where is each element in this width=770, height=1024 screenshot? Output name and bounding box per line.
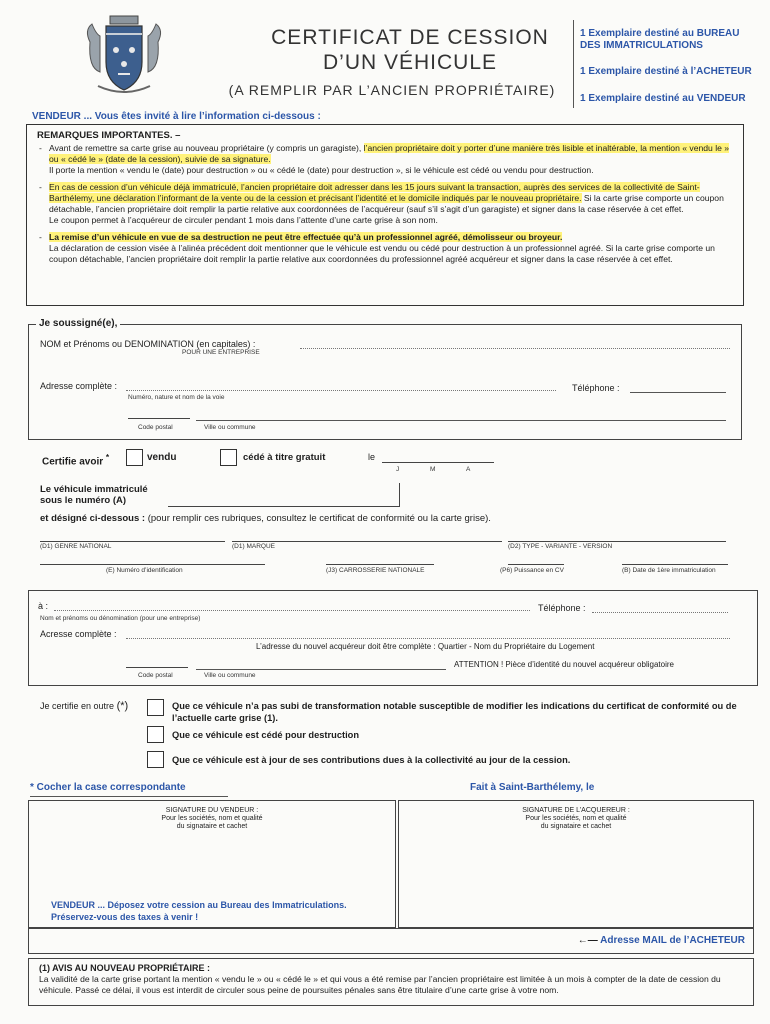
marque-hint: (D1) MARQUE <box>232 543 275 550</box>
sig-vendeur-hint-1: Pour les sociétés, nom et qualité <box>161 815 263 822</box>
genre-hint: (D1) GENRE NATIONAL <box>40 543 112 550</box>
signature-acquereur-box[interactable] <box>398 800 754 928</box>
date-j: J <box>396 466 400 473</box>
mail-acheteur-text: Adresse MAIL de l’ACHETEUR <box>600 935 745 946</box>
acquereur-code-postal-hint: Code postal <box>138 672 173 679</box>
remarks-title: REMARQUES IMPORTANTES. – <box>37 130 181 141</box>
remark-3 <box>37 232 733 265</box>
date-premiere-immat-hint: (B) Date de 1ère immatriculation <box>622 567 716 574</box>
sig-acq-title: SIGNATURE DE L’ACQUEREUR : <box>522 807 630 814</box>
destruction-checkbox[interactable] <box>147 726 164 743</box>
header-divider <box>573 20 574 108</box>
type-field[interactable] <box>508 532 726 542</box>
designe-label: et désigné ci-dessous : <box>40 513 146 524</box>
designe-hint: (pour remplir ces rubriques, consultez le certificat de conformité ou la carte grise). <box>147 513 491 524</box>
transformation-checkbox[interactable] <box>147 699 164 716</box>
remark-1 <box>37 143 733 176</box>
certifie-outre-star: (*) <box>116 700 129 712</box>
immat-line-2: sous le numéro (A) <box>40 495 127 506</box>
designe-line <box>40 513 491 524</box>
remark-2-coupon: Le coupon permet à l’acquéreur de circuler pendant 1 mois dans l’attente d’une carte grise à son nom. <box>49 215 438 225</box>
certifie-outre-text: Je certifie en outre <box>40 701 115 711</box>
remark-1-text: Avant de remettre sa carte grise au nouveau propriétaire (y compris un garagiste), <box>49 143 364 153</box>
attention-note: ATTENTION ! Pièce d’identité du nouvel acquéreur obligatoire <box>454 660 674 669</box>
acquereur-adresse-field[interactable] <box>126 638 730 639</box>
sig-acq-hint-2: du signataire et cachet <box>540 823 612 830</box>
cede-label: cédé à titre gratuit <box>243 452 326 463</box>
puissance-hint: (P6) Puissance en CV <box>500 567 564 574</box>
copy-vendeur: 1 Exemplaire destiné au VENDEUR <box>580 93 746 104</box>
mail-acheteur-field[interactable] <box>28 928 754 954</box>
mail-acheteur-label <box>578 935 745 946</box>
code-postal-hint: Code postal <box>138 424 173 431</box>
destruction-label: Que ce véhicule est cédé pour destruction <box>172 730 360 740</box>
genre-field[interactable] <box>40 532 225 542</box>
acquereur-adresse-note: L’adresse du nouvel acquéreur doit être complète : Quartier - Nom du Propriétaire du Logement <box>256 642 595 651</box>
ville-field[interactable] <box>196 420 726 421</box>
avis-box <box>28 958 754 1006</box>
acquereur-nom-field[interactable] <box>54 610 530 611</box>
nom-label: NOM et Prénoms ou DENOMINATION (en capitales) : <box>40 339 256 349</box>
transformation-label: Que ce véhicule n’a pas subi de transformation notable susceptible de modifier les indications du certificat de conformité ou de l’actuelle carte grise (1). <box>172 701 737 723</box>
nom-field[interactable] <box>300 348 730 349</box>
nom-hint: POUR UNE ENTREPRISE <box>182 349 260 356</box>
remark-2-highlight: En cas de cession d’un véhicule déjà immatriculé, l’ancien propriétaire doit adresser dans les 15 jours suivant la transaction, auprès des services de la collectivité de Saint-Barthélemy, une déclaration l’informant de la vente ou de la cession et précisant l’identité et le domicile indiqués par le nouveau propriétaire. <box>49 182 700 203</box>
avis-text: La validité de la carte grise portant la mention « vendu le » ou « cédé le » et qui vous a été remise par l’ancien propriétaire est limitée à un mois à compter de la date de cession du véhicule. Passé ce délai, il vous est interdit de circuler sous peine de poursuites pénales sans être titulaire d’une carte grise à votre nom. <box>39 974 721 995</box>
avis-title: (1) AVIS AU NOUVEAU PROPRIÉTAIRE : <box>39 963 211 973</box>
remarks-box <box>26 124 744 306</box>
marque-field[interactable] <box>232 532 502 542</box>
depose-line-2: Préservez-vous des taxes à venir ! <box>51 912 199 922</box>
code-postal-field[interactable] <box>128 409 190 419</box>
date-m: M <box>430 466 436 473</box>
subtitle: (A REMPLIR PAR L’ANCIEN PROPRIÉTAIRE) <box>228 82 556 98</box>
signature-vendeur-box[interactable] <box>28 800 396 928</box>
depose-note <box>51 899 347 923</box>
cede-checkbox[interactable] <box>220 449 237 466</box>
telephone-field[interactable] <box>630 392 726 393</box>
adresse-hint: Numéro, nature et nom de la voie <box>128 394 225 401</box>
certifie-text: Certifie avoir <box>42 456 104 468</box>
fait-a-label: Fait à Saint-Barthélemy, le <box>470 782 595 793</box>
carrosserie-field[interactable] <box>326 555 434 565</box>
vin-hint: (E) Numéro d’identification <box>106 567 183 574</box>
immat-number-field[interactable] <box>168 483 400 507</box>
acquereur-a-label: à : <box>38 601 49 611</box>
immat-line-1: Le véhicule immatriculé <box>40 484 148 495</box>
acquereur-ville-field[interactable] <box>196 669 446 670</box>
acquereur-ville-hint: Ville ou commune <box>204 672 256 679</box>
remark-3-highlight: La remise d’un véhicule en vue de sa destruction ne peut être effectuée qu’à un professionnel agréé, démolisseur ou broyeur. <box>49 232 563 242</box>
adresse-label: Adresse complète : <box>40 381 118 391</box>
certifie-outre-label <box>40 700 128 712</box>
puissance-field[interactable] <box>508 555 564 565</box>
vendu-checkbox[interactable] <box>126 449 143 466</box>
copy-bureau: 1 Exemplaire destiné au BUREAU DES IMMATRICULATIONS <box>580 28 740 51</box>
title-line-2: D’UN VÉHICULE <box>322 51 498 74</box>
acquereur-nom-hint: Nom et prénoms ou dénomination (pour une entreprise) <box>40 615 201 622</box>
contributions-label: Que ce véhicule est à jour de ses contributions dues à la collectivité au jour de la cession. <box>172 755 571 765</box>
adresse-field[interactable] <box>126 390 556 391</box>
vendu-label: vendu <box>147 452 177 463</box>
ville-hint: Ville ou commune <box>204 424 256 431</box>
title-line-1: CERTIFICAT DE CESSION <box>271 26 549 49</box>
date-premiere-immat-field[interactable] <box>622 555 728 565</box>
date-le-label: le <box>368 452 376 462</box>
certifie-star: * <box>105 452 110 462</box>
acquereur-telephone-label: Téléphone : <box>538 603 586 613</box>
sig-vendeur-hint-2: du signataire et cachet <box>176 823 248 830</box>
remark-1-destruction: Il porte la mention « vendu le (date) pour destruction » ou « cédé le (date) pour destruction », si le véhicule est cédé ou vendu pour destruction. <box>49 165 594 175</box>
copy-acheteur: 1 Exemplaire destiné à l’ACHETEUR <box>580 66 752 77</box>
acquereur-adresse-label: Acresse complète : <box>40 629 117 639</box>
sig-acq-hint-1: Pour les sociétés, nom et qualité <box>525 815 627 822</box>
type-hint: (D2) TYPE - VARIANTE - VERSION <box>508 543 613 550</box>
carrosserie-hint: (J3) CARROSSERIE NATIONALE <box>326 567 425 574</box>
remark-1-highlight: l’ancien propriétaire doit y porter d’une manière très lisible et inaltérable, la mention « vendu le » ou « cédé le » (date de la cession), suivie de sa signature. <box>49 143 730 164</box>
soussigne-label: Je soussigné(e), <box>36 318 120 329</box>
vin-field[interactable] <box>40 555 265 565</box>
telephone-label: Téléphone : <box>572 383 620 393</box>
cocher-underline <box>30 796 228 797</box>
arrow-left-icon: ←— <box>577 935 598 946</box>
certifie-label <box>42 452 109 467</box>
sig-vendeur-title: SIGNATURE DU VENDEUR : <box>165 807 259 814</box>
cocher-note: * Cocher la case correspondante <box>30 782 186 793</box>
date-cession-field[interactable] <box>382 453 494 463</box>
remark-2-text: Si la carte grise comporte un coupon détachable, l’ancien propriétaire doit remplir la partie relative aux coordonnées de l’acquéreur (sauf s’il s’agit d’un garagiste) et signer dans la case réservée à cet effet. <box>49 193 724 214</box>
acquereur-telephone-field[interactable] <box>592 612 728 613</box>
contributions-checkbox[interactable] <box>147 751 164 768</box>
depose-line-1: VENDEUR ... Déposez votre cession au Bureau des Immatriculations. <box>51 900 347 910</box>
vendeur-intro: VENDEUR ... Vous êtes invité à lire l’information ci-dessous : <box>32 111 321 122</box>
remark-2 <box>37 182 733 226</box>
remark-3-text: La déclaration de cession visée à l’alinéa précédent doit mentionner que le véhicule est vendu ou cédé pour destruction à un professionnel agréé. Si la carte grise comporte un coupon détachable, l’ancien propriétaire doit remplir la partie relative aux coordonnées du professionnel agréé acquéreur et signer dans la case réservée à cet effet. <box>49 243 715 264</box>
acquereur-code-postal-field[interactable] <box>126 658 188 668</box>
date-a: A <box>466 466 471 473</box>
coat-of-arms-icon <box>78 12 170 98</box>
